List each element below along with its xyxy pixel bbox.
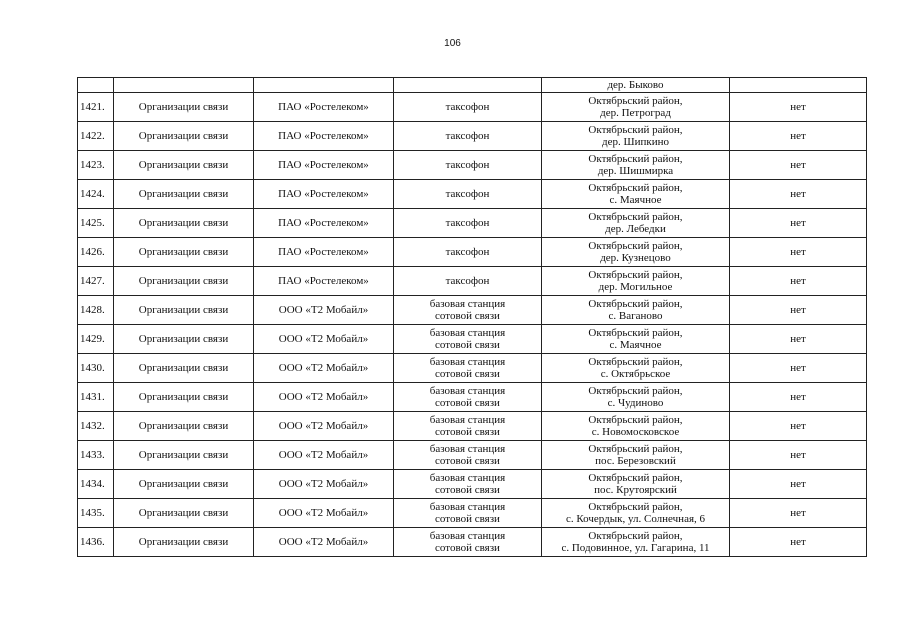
object-cell [394,354,542,383]
category-cell: Организации связи [114,441,254,470]
object-line-1: таксофон [445,130,490,142]
organization-cell: ПАО «Ростелеком» [254,238,394,267]
object-line-1: базовая станция [429,414,506,426]
table-row [78,412,867,441]
category-cell: Организации связи [114,528,254,557]
address-cell [542,151,730,180]
organization-cell: ООО «Т2 Мобайл» [254,325,394,354]
object-cell [394,325,542,354]
object-cell [394,470,542,499]
organization-cell: ПАО «Ростелеком» [254,122,394,151]
object-line-2: сотовой связи [435,455,500,467]
organization-cell: ООО «Т2 Мобайл» [254,441,394,470]
flag-cell: нет [730,296,867,325]
address-cell [542,180,730,209]
object-line-1: базовая станция [429,298,506,310]
object-line-2: сотовой связи [435,397,500,409]
table-row [78,354,867,383]
object-line-1: базовая станция [429,385,506,397]
category-cell: Организации связи [114,412,254,441]
table-row [78,180,867,209]
organization-cell: ООО «Т2 Мобайл» [254,470,394,499]
address-line-1: Октябрьский район, [588,95,683,107]
table-row [78,93,867,122]
object-line-2: сотовой связи [435,426,500,438]
object-cell [394,151,542,180]
address-cell [542,528,730,557]
row-number-cell: 1434. [78,470,114,499]
category-cell: Организации связи [114,180,254,209]
organization-cell: ООО «Т2 Мобайл» [254,296,394,325]
address-cell [542,441,730,470]
object-line-1: таксофон [445,101,490,113]
category-cell: Организации связи [114,151,254,180]
organization-cell: ПАО «Ростелеком» [254,180,394,209]
flag-cell: нет [730,238,867,267]
table-row [78,267,867,296]
object-cell [394,412,542,441]
category-cell: Организации связи [114,209,254,238]
table-row [78,441,867,470]
row-number-cell: 1426. [78,238,114,267]
address-cell [542,383,730,412]
object-line-1: таксофон [445,217,490,229]
category-cell: Организации связи [114,499,254,528]
address-line-2: дер. Шишмирка [597,165,674,177]
address-line-1: Октябрьский район, [588,356,683,368]
address-line-1: Октябрьский район, [588,443,683,455]
address-line-1: Октябрьский район, [588,211,683,223]
flag-cell: нет [730,209,867,238]
address-line-2: с. Новомосковское [591,426,680,438]
object-line-1: таксофон [445,159,490,171]
organization-cell: ПАО «Ростелеком» [254,93,394,122]
object-line-2: сотовой связи [435,542,500,554]
row-number-cell: 1430. [78,354,114,383]
category-cell: Организации связи [114,296,254,325]
address-cell [542,412,730,441]
row-number-cell: 1422. [78,122,114,151]
row-number-cell: 1436. [78,528,114,557]
category-cell [114,78,254,93]
table-row [78,122,867,151]
address-line-2: с. Кочердык, ул. Солнечная, 6 [565,513,706,525]
address-cell [542,296,730,325]
address-cell [542,267,730,296]
flag-cell: нет [730,267,867,296]
row-number-cell: 1427. [78,267,114,296]
address-line-1: Октябрьский район, [588,298,683,310]
address-line-2: дер. Кузнецово [600,252,671,264]
address-line-2: дер. Шипкино [602,136,669,148]
category-cell: Организации связи [114,267,254,296]
object-line-1: базовая станция [429,530,506,542]
address-cell [542,354,730,383]
table-row [78,151,867,180]
organization-cell: ПАО «Ростелеком» [254,209,394,238]
row-number-cell: 1429. [78,325,114,354]
table-row-continued [78,78,867,93]
object-cell [394,122,542,151]
organization-cell: ООО «Т2 Мобайл» [254,412,394,441]
flag-cell: нет [730,180,867,209]
object-line-2: сотовой связи [435,484,500,496]
table-row [78,325,867,354]
flag-cell: нет [730,93,867,122]
address-cell [542,209,730,238]
organization-cell: ООО «Т2 Мобайл» [254,499,394,528]
row-number-cell: 1423. [78,151,114,180]
row-number-cell [78,78,114,93]
address-cell [542,122,730,151]
row-number-cell: 1428. [78,296,114,325]
address-line-1: Октябрьский район, [588,414,683,426]
address-line-2: с. Подовинное, ул. Гагарина, 11 [561,542,710,554]
address-line-2: дер. Лебедки [605,223,666,235]
category-cell: Организации связи [114,93,254,122]
address-cell [542,499,730,528]
address-line-1: Октябрьский район, [588,501,683,513]
object-line-1: базовая станция [429,327,506,339]
address-line-1: Октябрьский район, [588,269,683,281]
page-number: 106 [444,38,461,49]
table-row [78,499,867,528]
organization-cell: ПАО «Ростелеком» [254,267,394,296]
object-cell [394,296,542,325]
organization-cell: ПАО «Ростелеком» [254,151,394,180]
table-row [78,238,867,267]
flag-cell: нет [730,151,867,180]
address-line-1: Октябрьский район, [588,124,683,136]
address-line-2: пос. Крутоярский [594,484,677,496]
flag-cell: нет [730,383,867,412]
object-line-2: сотовой связи [435,339,500,351]
address-line-1: Октябрьский район, [588,153,683,165]
object-cell [394,383,542,412]
address-line-2: пос. Березовский [595,455,676,467]
address-line-2: с. Октябрьское [600,368,671,380]
table-row [78,470,867,499]
address-line-1: Октябрьский район, [588,182,683,194]
flag-cell: нет [730,122,867,151]
table-body [78,78,867,557]
category-cell: Организации связи [114,325,254,354]
object-line-1: таксофон [445,275,490,287]
object-line-1: базовая станция [429,472,506,484]
registry-table [77,77,867,557]
address-line-2: с. Чудиново [607,397,664,409]
address-cell [542,93,730,122]
object-cell [394,441,542,470]
address-line-2: дер. Петроград [600,107,671,119]
category-cell: Организации связи [114,354,254,383]
flag-cell: нет [730,470,867,499]
organization-cell: ООО «Т2 Мобайл» [254,528,394,557]
object-cell [394,267,542,296]
object-cell [394,499,542,528]
address-line-1: Октябрьский район, [588,327,683,339]
category-cell: Организации связи [114,383,254,412]
table-row [78,209,867,238]
category-cell: Организации связи [114,238,254,267]
object-line-2: сотовой связи [435,368,500,380]
address-line-1: Октябрьский район, [588,385,683,397]
address-line-2: с. Маячное [609,339,662,351]
object-line-1: базовая станция [429,501,506,513]
flag-cell: нет [730,412,867,441]
table-row [78,528,867,557]
organization-cell: ООО «Т2 Мобайл» [254,354,394,383]
row-number-cell: 1433. [78,441,114,470]
category-cell: Организации связи [114,470,254,499]
organization-cell: ООО «Т2 Мобайл» [254,383,394,412]
address-line-2: дер. Могильное [598,281,673,293]
flag-cell: нет [730,528,867,557]
object-line-1: базовая станция [429,356,506,368]
row-number-cell: 1435. [78,499,114,528]
address-line-1: Октябрьский район, [588,530,683,542]
object-cell [394,528,542,557]
address-line-1: Октябрьский район, [588,472,683,484]
object-cell [394,93,542,122]
object-line-2: сотовой связи [435,310,500,322]
address-cell [542,470,730,499]
address-line-1: Октябрьский район, [588,240,683,252]
address-line-2: с. Маячное [609,194,662,206]
row-number-cell: 1431. [78,383,114,412]
flag-cell [730,78,867,93]
row-number-cell: 1425. [78,209,114,238]
flag-cell: нет [730,499,867,528]
object-line-1: базовая станция [429,443,506,455]
row-number-cell: 1424. [78,180,114,209]
address-cell [542,238,730,267]
address-line-2: с. Ваганово [608,310,663,322]
table-row [78,296,867,325]
object-cell [394,180,542,209]
row-number-cell: 1421. [78,93,114,122]
flag-cell: нет [730,354,867,383]
flag-cell: нет [730,441,867,470]
category-cell: Организации связи [114,122,254,151]
address-cell: дер. Быково [542,78,730,93]
object-cell [394,238,542,267]
table-row [78,383,867,412]
object-line-1: таксофон [445,246,490,258]
object-line-2: сотовой связи [435,513,500,525]
object-line-1: таксофон [445,188,490,200]
address-cell [542,325,730,354]
object-cell [394,78,542,93]
row-number-cell: 1432. [78,412,114,441]
object-cell [394,209,542,238]
organization-cell [254,78,394,93]
flag-cell: нет [730,325,867,354]
